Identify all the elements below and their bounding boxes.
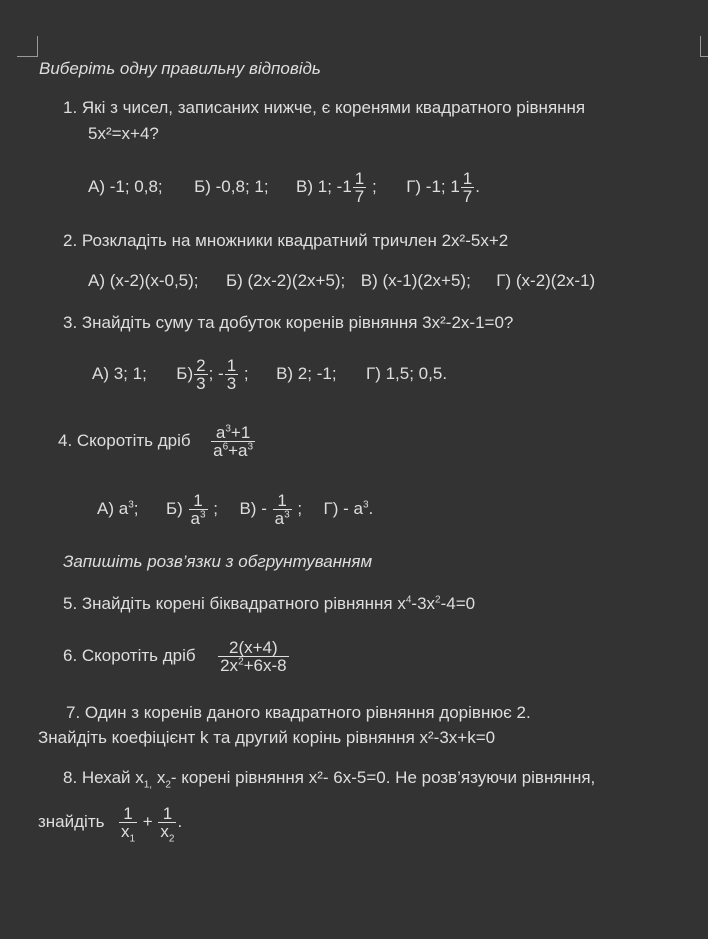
q4-fraction: $\frac{a^3+1}{a^6+a^3}$	[213, 423, 254, 461]
page-corner-mark-right	[700, 36, 708, 57]
q4-option-b: Б) $\frac{1}{a^3}$ ;	[165, 491, 218, 529]
q4-option-a: А) $a^3$;	[97, 499, 139, 518]
q1-option-c: В) 1; -1 $\frac{1}{7}$ ;	[296, 169, 377, 207]
q3-option-c: В) 2; -1;	[276, 364, 337, 383]
question-4	[58, 419, 256, 463]
page-corner-mark-left	[17, 36, 38, 57]
instructions-open-questions: Запишіть розв’язки з обгрунтуванням	[63, 552, 373, 571]
q4-option-d: $Г) - a^3$.	[323, 499, 374, 518]
question-4-options	[97, 487, 373, 531]
question-6-text: 6. Скоротіть дріб	[63, 646, 196, 665]
q3-option-a: А) 3; 1;	[92, 364, 147, 383]
question-2-options	[88, 271, 595, 291]
question-2: 2. Розкладіть на множники квадратний тричлен 2x²-5x+2	[63, 231, 509, 250]
question-6	[63, 634, 290, 678]
q2-option-d: Г) (x-2)(2x-1)	[496, 271, 596, 290]
q3-option-b: Б) $\frac{2}{3}$ ; - $\frac{1}{3}$ ;	[176, 356, 249, 394]
q8-fraction-1: $\frac{1}{x_1}$	[120, 804, 136, 845]
question-8-line-2: знайдіть $\frac{1}{x_1}$ + $\frac{1}{x_2}$ .	[38, 804, 183, 845]
question-7-line-2: Знайдіть коефіцієнт k та другий корінь рівняння x²-3x+k=0	[38, 728, 496, 747]
instructions-multiple-choice: Виберіть одну правильну відповідь	[39, 59, 321, 78]
q4-option-c: В) - $\frac{1}{a^3}$ ;	[239, 491, 303, 529]
question-1-line-2: 5x²=x+4?	[88, 124, 159, 143]
question-3: 3. Знайдіть суму та добуток коренів рівняння 3x²-2x-1=0?	[63, 313, 514, 332]
question-4-text: 4. Скоротіть дріб	[58, 431, 191, 450]
q2-option-c: В) (x-1)(2x+5);	[360, 271, 471, 290]
question-3-options	[92, 354, 447, 394]
q1-option-b: Б) -0,8; 1;	[194, 177, 269, 196]
question-1-line-1: 1. Які з чисел, записаних нижче, є коренями квадратного рівняння	[63, 98, 586, 117]
question-1-options	[88, 167, 480, 207]
question-5: 5. Знайдіть корені біквадратного рівняння $x^4-3x^2-4=0$	[63, 594, 476, 613]
q2-option-a: А) (x-2)(x-0,5);	[88, 271, 199, 290]
q8-fraction-2: $\frac{1}{x_2}$	[160, 804, 175, 845]
question-7-line-1: 7. Один з коренів даного квадратного рівняння дорівнює 2.	[66, 703, 531, 722]
q3-option-d: Г) 1,5; 0,5.	[366, 364, 448, 383]
q6-fraction: $\frac{2(x+4)}{2x^2+6x-8}$	[220, 638, 287, 676]
q1-option-a: А) -1; 0,8;	[88, 177, 163, 196]
q2-option-b: Б) (2x-2)(2x+5);	[225, 271, 346, 290]
question-8-line-1: 8. Нехай $x_{1,}$ $x_2-$ корені рівняння x²- 6x-5=0. Не розв’язуючи рівняння,	[63, 768, 596, 791]
q1-option-d: Г) -1; 1 $\frac{1}{7}$ .	[406, 169, 480, 207]
